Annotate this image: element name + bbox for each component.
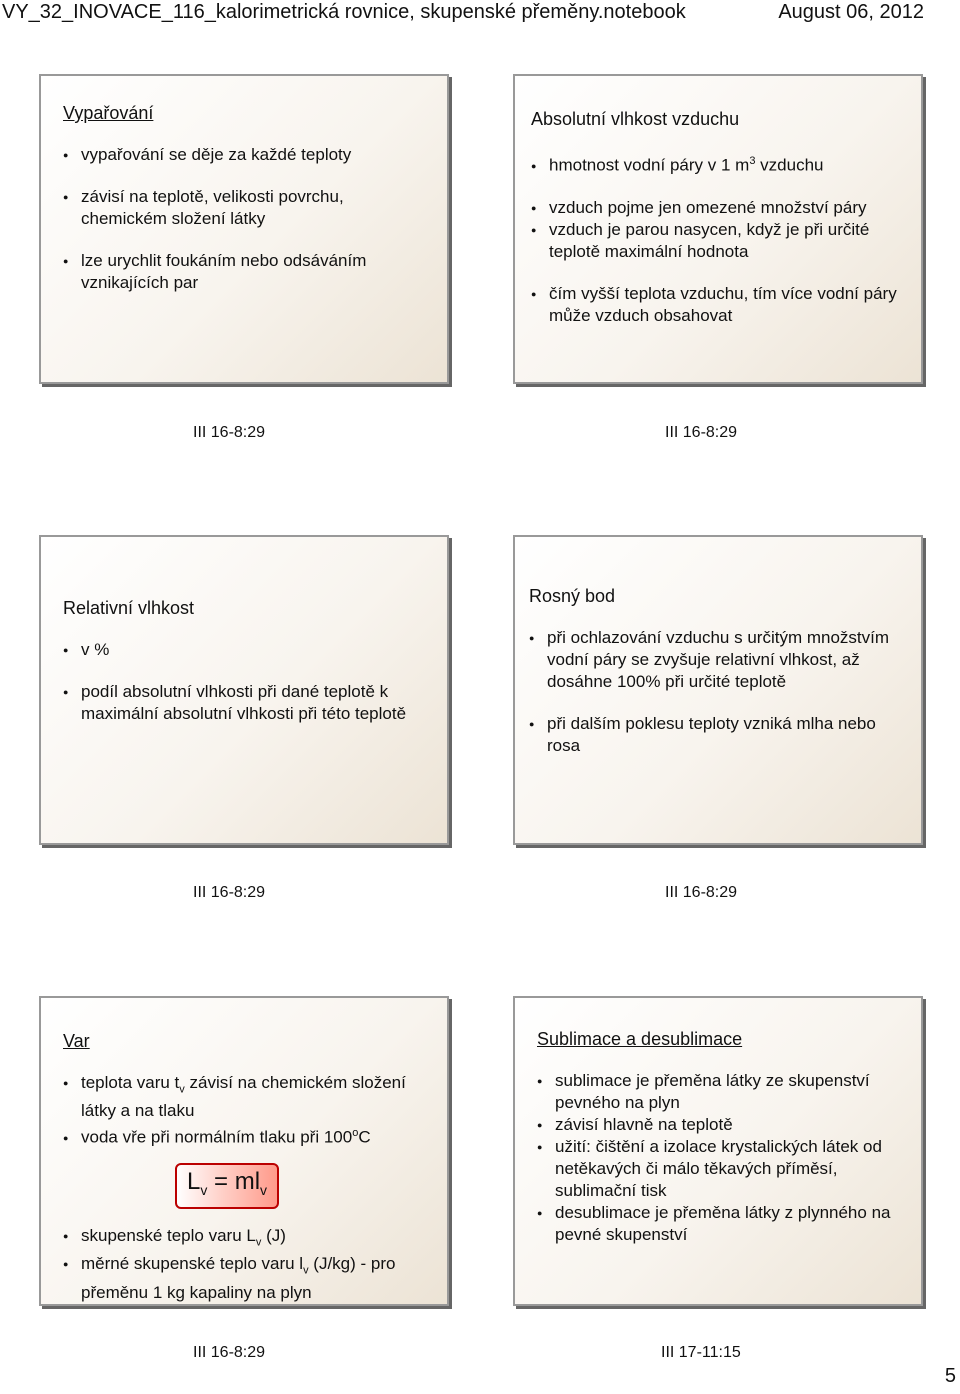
bullet-item: ● podíl absolutní vlhkosti při dané teplotě k maximální absolutní vlhkosti při této teplotě	[63, 681, 425, 725]
slide-sublimace	[513, 996, 923, 1306]
slide-timestamp: III 16-8:29	[665, 424, 738, 441]
slide-title: Absolutní vlhkost vzduchu	[531, 109, 740, 129]
bullet-item: ● měrné skupenské teplo varu $l_v$ (J/kg) - pro přeměnu 1 kg kapaliny na plyn	[63, 1253, 425, 1303]
document-date: August 06, 2012	[778, 1, 924, 23]
slide-title: Relativní vlhkost	[63, 598, 195, 618]
slide-timestamp: III 16-8:29	[193, 1344, 266, 1361]
slide-vyparovani	[39, 74, 449, 384]
bullet-item: ● teplota varu $t_v$ závisí na chemickém složení látky a na tlaku	[63, 1072, 425, 1122]
slide-var	[39, 996, 449, 1306]
bullet-item: ● užití: čištění a izolace krystalických látek od netěkavých či málo těkavých příměsí, sublimační tisk	[537, 1136, 899, 1202]
bullet-item: ● desublimace je přeměna látky z plynného na pevné skupenství	[537, 1202, 899, 1246]
slide-title: Vypařování	[63, 103, 154, 123]
slide-timestamp: III 16-8:29	[193, 424, 266, 441]
bullet-item: ● vzduch je parou nasycen, když je při určité teplotě maximální hodnota	[531, 219, 899, 263]
bullet-item: ● závisí na teplotě, velikosti povrchu, chemickém složení látky	[63, 186, 425, 230]
bullet-item: ● sublimace je přeměna látky ze skupenství pevného na plyn	[537, 1070, 899, 1114]
bullet-item: ● vzduch pojme jen omezené množství páry	[531, 197, 899, 219]
bullet-item: ● čím vyšší teplota vzduchu, tím více vodní páry může vzduch obsahovat	[531, 283, 899, 327]
bullet-item: ● vypařování se děje za každé teploty	[63, 144, 425, 166]
bullet-item: ● při ochlazování vzduchu s určitým množstvím vodní páry se zvyšuje relativní vlhkost, až dosáhne 100% při určité teplotě	[529, 627, 899, 693]
bullet-item: ● lze urychlit foukáním nebo odsáváním vznikajících par	[63, 250, 425, 294]
slide-timestamp: III 16-8:29	[665, 884, 738, 901]
document-title: VY_32_INOVACE_116_kalorimetrická rovnice, skupenské přeměny.notebook	[2, 1, 686, 23]
slide-title: Var	[63, 1031, 90, 1051]
page-number: 5	[944, 1365, 956, 1387]
formula-box: $L_v = ml_v$	[175, 1163, 279, 1209]
bullet-item: ● voda vře při normálním tlaku při 100$^o$C	[63, 1122, 425, 1149]
page-header	[0, 0, 960, 26]
slide-relativni-vlhkost	[39, 535, 449, 845]
slide-timestamp: III 16-8:29	[193, 884, 266, 901]
bullet-item: ● skupenské teplo varu $L_v$ (J)	[63, 1225, 425, 1253]
bullet-item: ● v %	[63, 639, 425, 661]
bullet-item: ● závisí hlavně na teplotě	[537, 1114, 899, 1136]
bullet-item: ● hmotnost vodní páry v 1 $m^3$ vzduchu	[531, 150, 899, 177]
slide-timestamp: III 17-11:15	[661, 1344, 741, 1361]
slide-absolutni-vlhkost	[513, 74, 923, 384]
slide-rosny-bod	[513, 535, 923, 845]
bullet-item: ● při dalším poklesu teploty vzniká mlha nebo rosa	[529, 713, 899, 757]
slide-title: Sublimace a desublimace	[537, 1029, 743, 1049]
slide-title: Rosný bod	[529, 586, 616, 606]
